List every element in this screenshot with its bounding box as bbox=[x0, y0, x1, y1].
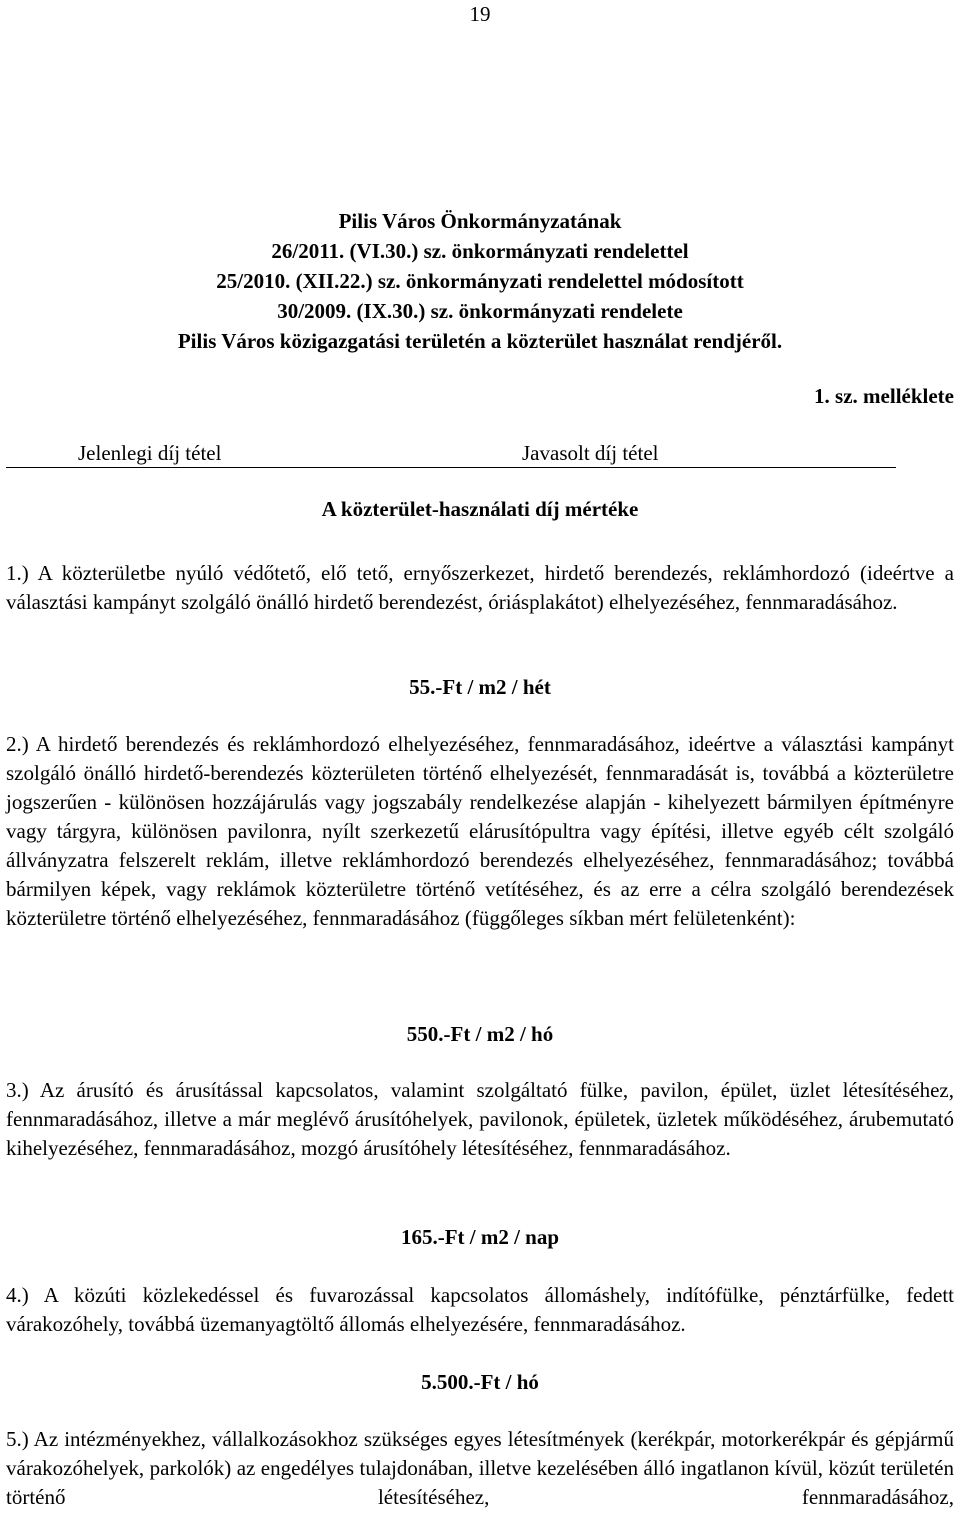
fee-item-text: 4.) A közúti közlekedéssel és fuvarozással kapcsolatos állomáshely, indítófülke, pénztárfülke, fedett várakozóhely, továbbá üzemanyagtöltő állomás elhelyezésére, fennmaradásához. bbox=[6, 1283, 954, 1336]
section-heading: A közterület-használati díj mértéke bbox=[321, 497, 639, 521]
title-line: 25/2010. (XII.22.) sz. önkormányzati rendelettel módosított bbox=[216, 269, 744, 293]
page-number: 19 bbox=[469, 2, 491, 26]
proposed-fee-column-label: Javasolt díj tétel bbox=[522, 441, 659, 465]
fee-item-text: 1.) A közterületbe nyúló védőtető, elő tető, ernyőszerkezet, hirdető berendezés, reklámhordozó (ideértve a választási kampányt szolgáló önálló hirdető berendezést, óriásplakátot) elhelyezéséhez, fennmaradásához. bbox=[6, 561, 954, 614]
fee-amount: 165.-Ft / m2 / nap bbox=[400, 1225, 560, 1249]
fee-item-text: 2.) A hirdető berendezés és reklámhordozó elhelyezéséhez, fennmaradásához, ideértve a választási kampányt szolgáló önálló hirdető-berendezés közterületen történő elhelyezését, fennmaradását is, továbbá a közterületre jogszerűen - különösen hozzájárulás vagy jogszabály rendelkezése alapján - kihelyezett bármilyen építményre vagy tárgyra, különösen pavilonra, nyílt szerkezetű elárusítópultra vagy építési, illetve egyéb célt szolgáló állványzatra felszerelt reklám, illetve reklámhordozó berendezés elhelyezéséhez, fennmaradásához; továbbá bármilyen képek, vagy reklámok közterületre történő vetítéséhez, és az erre a célra szolgáló berendezések közterületre történő elhelyezéséhez, fennmaradásához (függőleges síkban mért felületenként): bbox=[6, 732, 954, 930]
title-line: Pilis Város Önkormányzatának bbox=[338, 209, 622, 233]
fee-item-text: 3.) Az árusító és árusítással kapcsolatos, valamint szolgáltató fülke, pavilon, épület, üzlet létesítéséhez, fennmaradásához, illetve a már meglévő árusítóhelyek, pavilonok, épületek, üzletek működéséhez, árubemutató kihelyezéséhez, fennmaradásához, mozgó árusítóhely létesítéséhez, fennmaradásához. bbox=[6, 1078, 954, 1160]
current-fee-column-label: Jelenlegi díj tétel bbox=[78, 441, 222, 465]
document-title bbox=[0, 206, 960, 356]
fee-column-header bbox=[6, 441, 896, 468]
fee-amount: 550.-Ft / m2 / hó bbox=[406, 1022, 554, 1046]
fee-amount: 55.-Ft / m2 / hét bbox=[409, 675, 551, 699]
title-line: 26/2011. (VI.30.) sz. önkormányzati rendelettel bbox=[271, 239, 689, 263]
title-line: 30/2009. (IX.30.) sz. önkormányzati rendelete bbox=[277, 299, 683, 323]
annex-label: 1. sz. melléklete bbox=[814, 384, 954, 408]
fee-amount: 5.500.-Ft / hó bbox=[421, 1370, 539, 1394]
fee-item-text: 5.) Az intézményekhez, vállalkozásokhoz szükséges egyes létesítmények (kerékpár, motorkerékpár és gépjármű várakozóhelyek, parkolók) az engedélyes tulajdonában, illetve kezelésében álló ingatlanon kívül, közút területén történő létesítéséhez, fennmaradásához, bbox=[6, 1427, 954, 1509]
title-line: Pilis Város közigazgatási területén a közterület használat rendjéről. bbox=[177, 329, 783, 353]
